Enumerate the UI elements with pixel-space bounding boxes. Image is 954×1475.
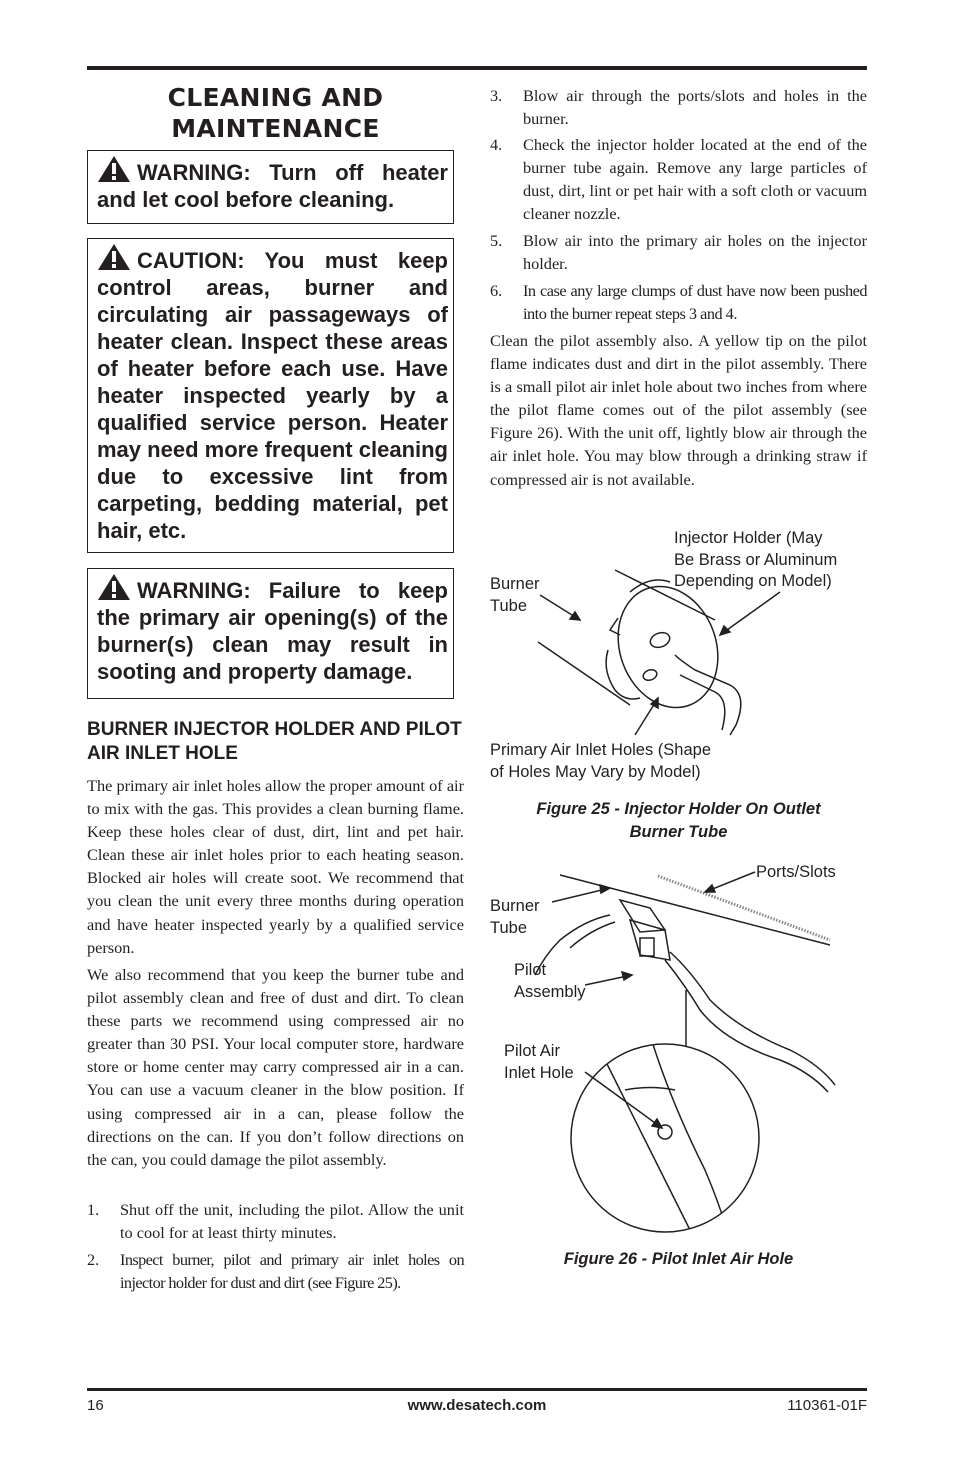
list-item-step-3 bbox=[490, 84, 867, 132]
paragraph-pilot-clean: Clean the pilot assembly also. A yellow tip on the pilot flame indicates dust and dirt in the pilot assembly. There is a small pilot air inlet hole about two inches from where the pilot flame comes out of the pilot assembly (see Figure 26). With the unit off, lightly blow air through the air inlet hole. You may blow through a drinking straw if compressed air is not available. bbox=[490, 331, 867, 489]
document-number: 110361-01F bbox=[787, 1397, 867, 1414]
paragraph-primary-air: The primary air inlet holes allow the proper amount of air to mix with the gas. This provides a clean burning flame. Keep these holes clear of dust, dirt, lint and pet hair. Clean these air inlet holes prior to each heating season. Blocked air holes will create soot. We recommend that you clean the unit every three months during operation and have heater inspected yearly by a qualified service person. bbox=[87, 776, 464, 957]
label-line: Burner bbox=[490, 575, 540, 593]
warning-triangle-icon bbox=[97, 573, 131, 601]
figure-25-caption bbox=[490, 798, 867, 844]
label-line: Pilot Air bbox=[504, 1042, 560, 1060]
fig25-label-injector-holder bbox=[674, 528, 837, 593]
paragraph-keep-clean: We also recommend that you keep the burner tube and pilot assembly clean and free of dust and dirt. To clean these parts we recommend using compressed air no greater than 30 PSI. Your local computer store, hardware store or home center may carry compressed air in a can. You can use a vacuum cleaner in the blow position. If using compressed air in a can, please follow the directions on the can. If you don’t follow directions on the can, you could damage the pilot assembly. bbox=[87, 965, 464, 1169]
label-line: Tube bbox=[490, 918, 527, 937]
label-line: Assembly bbox=[514, 982, 586, 1001]
label-line: Primary Air Inlet Holes (Shape bbox=[490, 741, 712, 759]
step-number: 5. bbox=[490, 231, 503, 250]
warning-box-primary-air bbox=[87, 568, 454, 699]
caption-line: Burner Tube bbox=[629, 823, 728, 841]
list-item-step-6 bbox=[490, 279, 867, 327]
label-line: Tube bbox=[490, 596, 527, 615]
step-text: Blow air through the ports/slots and holes in the burner. bbox=[523, 86, 867, 129]
list-item-step-1 bbox=[87, 1198, 464, 1246]
figure-26-caption: Figure 26 - Pilot Inlet Air Hole bbox=[563, 1250, 794, 1268]
title-line-2: MAINTENANCE bbox=[171, 114, 380, 143]
list-item-step-4 bbox=[490, 133, 867, 228]
caution-box bbox=[87, 238, 454, 553]
list-item-step-5 bbox=[490, 229, 867, 277]
fig26-label-burner-tube bbox=[490, 896, 540, 939]
page-number: 16 bbox=[87, 1397, 104, 1414]
label-line: Burner bbox=[490, 897, 540, 915]
label-line: Injector Holder (May bbox=[674, 529, 823, 547]
top-rule bbox=[87, 66, 867, 70]
list-item-step-2 bbox=[87, 1248, 464, 1296]
bottom-rule bbox=[87, 1388, 867, 1391]
step-number: 2. bbox=[87, 1250, 100, 1269]
step-text: Check the injector holder located at the end of the burner tube again. Remove any large particles of dust, dirt, lint or pet hair with a soft cloth or vacuum cleaner nozzle. bbox=[523, 135, 867, 224]
label-line: Pilot bbox=[514, 961, 547, 979]
step-number: 1. bbox=[87, 1200, 100, 1219]
caution-triangle-icon bbox=[97, 243, 131, 271]
section-heading: BURNER INJECTOR HOLDER AND PILOT AIR INLET HOLE bbox=[87, 719, 462, 764]
warning-text-heater-cool: WARNING: Turn off heater and let cool before cleaning. bbox=[97, 160, 448, 212]
fig25-label-primary-air-holes bbox=[490, 740, 711, 783]
caution-text: CAUTION: You must keep control areas, burner and circulating air passageways of heater clean. Inspect these areas of heater before each use. Have heater inspected yearly by a qualified service person. Heater may need more frequent cleaning due to excessive lint from carpeting, bedding material, pet hair, etc. bbox=[97, 248, 448, 543]
step-text: Shut off the unit, including the pilot. Allow the unit to cool for at least thirty minutes. bbox=[120, 1200, 464, 1243]
warning-text-primary-air: WARNING: Failure to keep the primary air opening(s) of the burner(s) clean may result in sooting and property damage. bbox=[97, 578, 448, 684]
label-line: Be Brass or Aluminum bbox=[674, 550, 838, 569]
warning-triangle-icon bbox=[97, 155, 131, 183]
step-text: Inspect burner, pilot and primary air inlet holes on injector holder for dust and dirt (see Figure 25). bbox=[120, 1250, 464, 1293]
step-text: In case any large clumps of dust have now been pushed into the burner repeat steps 3 and 4. bbox=[523, 281, 867, 324]
title-line-1: CLEANING AND bbox=[167, 83, 384, 112]
fig25-label-burner-tube bbox=[490, 574, 540, 617]
step-number: 4. bbox=[490, 135, 503, 154]
warning-box-heater-cool bbox=[87, 150, 454, 224]
website-link[interactable]: www.desatech.com bbox=[407, 1397, 547, 1414]
step-number: 6. bbox=[490, 281, 503, 300]
step-number: 3. bbox=[490, 86, 503, 105]
step-text: Blow air into the primary air holes on the injector holder. bbox=[523, 231, 867, 274]
page-title bbox=[87, 82, 464, 144]
fig26-label-pilot-assembly bbox=[514, 960, 586, 1003]
label-line: Depending on Model) bbox=[674, 572, 832, 590]
caption-line: Figure 25 - Injector Holder On Outlet bbox=[536, 800, 821, 818]
label-line: Inlet Hole bbox=[504, 1063, 574, 1082]
label-line: of Holes May Vary by Model) bbox=[490, 762, 701, 781]
fig26-label-pilot-air-inlet bbox=[504, 1041, 574, 1084]
fig26-label-ports-slots: Ports/Slots bbox=[756, 863, 836, 881]
